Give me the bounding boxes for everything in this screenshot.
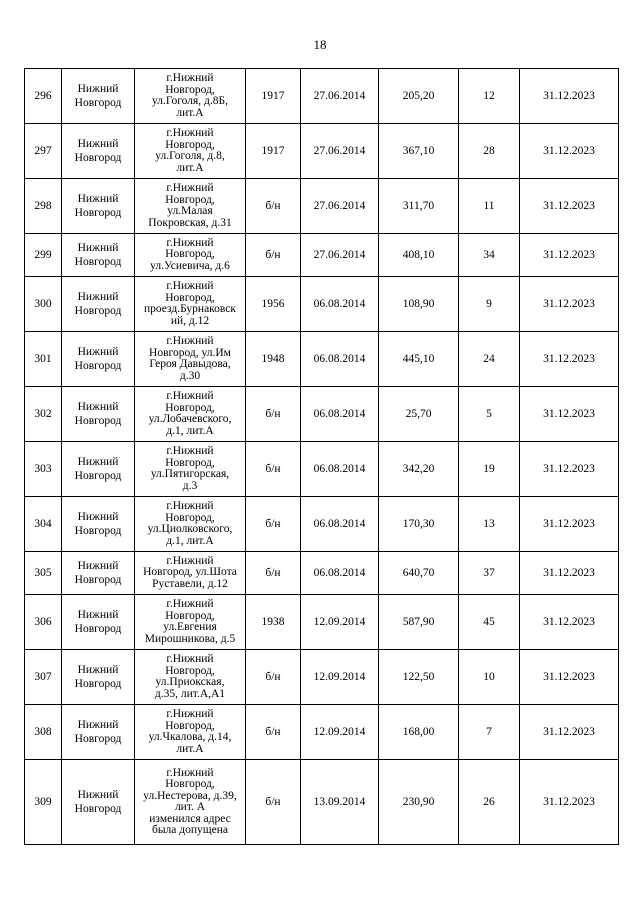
address-cell	[135, 705, 246, 760]
city-line: Нижний	[77, 242, 119, 254]
city-line: Новгород	[74, 733, 122, 745]
address-line: ул.Циолковского,	[147, 523, 233, 535]
address-cell	[135, 552, 246, 595]
count-cell: 9	[459, 277, 520, 332]
city-line: Новгород	[74, 305, 122, 317]
city-line: Новгород	[74, 207, 122, 219]
deadline-cell: 31.12.2023	[520, 332, 619, 387]
area-cell: 311,70	[379, 179, 459, 234]
row-number-cell: 300	[25, 277, 62, 332]
address-line: Новгород,	[165, 778, 215, 790]
table-row	[25, 650, 619, 705]
table-row	[25, 234, 619, 277]
address-line: ул.Евгения	[163, 621, 217, 633]
address-cell	[135, 387, 246, 442]
address-line: г.Нижний	[166, 127, 214, 139]
row-number-cell: 308	[25, 705, 62, 760]
table-row	[25, 332, 619, 387]
table-row	[25, 552, 619, 595]
address-line: ул.Лобачевского,	[148, 413, 232, 425]
city-line: Новгород	[74, 623, 122, 635]
count-cell: 11	[459, 179, 520, 234]
address-line: Новгород,	[165, 609, 215, 622]
deadline-cell: 31.12.2023	[520, 705, 619, 760]
city-cell	[62, 69, 135, 124]
area-cell: 342,20	[379, 442, 459, 497]
address-line: лит.А	[176, 161, 204, 174]
date-cell: 06.08.2014	[301, 497, 379, 552]
deadline-cell: 31.12.2023	[520, 650, 619, 705]
city-line: Нижний	[77, 193, 119, 205]
city-line: Нижний	[77, 789, 119, 801]
address-line: д.3	[182, 479, 198, 492]
address-line: изменился адрес	[149, 812, 231, 825]
count-cell: 28	[459, 124, 520, 179]
table-row	[25, 124, 619, 179]
table-row	[25, 277, 619, 332]
city-line: Нижний	[77, 346, 119, 358]
address-line: г.Нижний	[166, 500, 214, 512]
row-number-cell: 296	[25, 69, 62, 124]
deadline-cell: 31.12.2023	[520, 387, 619, 442]
city-cell	[62, 179, 135, 234]
count-cell: 26	[459, 760, 520, 845]
city-cell	[62, 332, 135, 387]
year-cell: б/н	[246, 179, 301, 234]
city-line: Новгород	[74, 678, 122, 690]
address-cell	[135, 595, 246, 650]
date-cell: 27.06.2014	[301, 69, 379, 124]
city-line: Нижний	[77, 291, 119, 303]
area-cell: 170,30	[379, 497, 459, 552]
address-line: Новгород,	[165, 401, 215, 414]
address-line: д.35, лит.А,А1	[154, 687, 226, 700]
date-cell: 27.06.2014	[301, 179, 379, 234]
table-row	[25, 760, 619, 845]
date-cell: 06.08.2014	[301, 332, 379, 387]
table-row	[25, 179, 619, 234]
address-cell	[135, 234, 246, 277]
city-line: Новгород	[74, 152, 122, 164]
count-cell: 37	[459, 552, 520, 595]
city-cell	[62, 497, 135, 552]
area-cell: 230,90	[379, 760, 459, 845]
count-cell: 5	[459, 387, 520, 442]
city-cell	[62, 234, 135, 277]
address-cell	[135, 332, 246, 387]
area-cell: 640,70	[379, 552, 459, 595]
area-cell: 108,90	[379, 277, 459, 332]
year-cell: б/н	[246, 552, 301, 595]
year-cell: 1917	[246, 69, 301, 124]
city-line: Новгород	[74, 574, 122, 586]
address-line: г.Нижний	[166, 236, 214, 249]
city-cell	[62, 442, 135, 497]
table-row	[25, 442, 619, 497]
deadline-cell: 31.12.2023	[520, 234, 619, 277]
address-line: лит.А	[176, 742, 204, 755]
address-line: ул.Малая	[167, 205, 213, 217]
address-cell	[135, 497, 246, 552]
address-line: д.1, лит.А	[166, 424, 214, 437]
deadline-cell: 31.12.2023	[520, 760, 619, 845]
address-line: Новгород, ул.Им	[149, 346, 231, 359]
page-number: 18	[313, 37, 327, 52]
deadline-cell: 31.12.2023	[520, 124, 619, 179]
count-cell: 13	[459, 497, 520, 552]
city-line: Новгород	[74, 360, 122, 372]
year-cell: 1938	[246, 595, 301, 650]
count-cell: 24	[459, 332, 520, 387]
row-number-cell: 306	[25, 595, 62, 650]
row-number-cell: 302	[25, 387, 62, 442]
table-row	[25, 387, 619, 442]
row-number-cell: 303	[25, 442, 62, 497]
city-line: Нижний	[77, 401, 119, 413]
city-line: Нижний	[77, 138, 119, 150]
city-cell	[62, 552, 135, 595]
address-line: г.Нижний	[166, 598, 214, 610]
year-cell: 1948	[246, 332, 301, 387]
year-cell: б/н	[246, 705, 301, 760]
count-cell: 19	[459, 442, 520, 497]
city-line: Нижний	[77, 83, 119, 95]
date-cell: 06.08.2014	[301, 387, 379, 442]
row-number-cell: 304	[25, 497, 62, 552]
year-cell: б/н	[246, 234, 301, 277]
row-number-cell: 298	[25, 179, 62, 234]
deadline-cell: 31.12.2023	[520, 552, 619, 595]
date-cell: 13.09.2014	[301, 760, 379, 845]
address-line: Руставели, д.12	[152, 577, 228, 590]
address-line: ул.Чкалова, д.14,	[148, 731, 232, 743]
address-line: Новгород,	[165, 83, 215, 96]
address-line: ул.Нестерова, д.39,	[143, 789, 237, 802]
address-line: Героя Давыдова,	[149, 358, 231, 370]
table-row	[25, 705, 619, 760]
deadline-cell: 31.12.2023	[520, 442, 619, 497]
address-line: г.Нижний	[166, 182, 214, 194]
address-line: д.1, лит.А	[166, 534, 214, 547]
address-cell	[135, 124, 246, 179]
date-cell: 12.09.2014	[301, 595, 379, 650]
address-line: г.Нижний	[166, 72, 214, 84]
date-cell: 27.06.2014	[301, 124, 379, 179]
deadline-cell: 31.12.2023	[520, 277, 619, 332]
city-cell	[62, 277, 135, 332]
row-number-cell: 307	[25, 650, 62, 705]
city-line: Нижний	[77, 456, 119, 468]
city-cell	[62, 124, 135, 179]
address-line: г.Нижний	[166, 766, 214, 779]
address-line: Новгород,	[165, 511, 215, 524]
count-cell: 12	[459, 69, 520, 124]
table-row	[25, 69, 619, 124]
row-number-cell: 305	[25, 552, 62, 595]
registry-table	[24, 68, 619, 845]
table-row	[25, 595, 619, 650]
address-line: г.Нижний	[166, 335, 214, 347]
city-line: Нижний	[77, 664, 119, 676]
address-line: ул.Приокская,	[155, 676, 225, 688]
address-cell	[135, 650, 246, 705]
date-cell: 06.08.2014	[301, 442, 379, 497]
year-cell: 1956	[246, 277, 301, 332]
area-cell: 25,70	[379, 387, 459, 442]
address-line: Мирошникова, д.5	[144, 632, 236, 645]
city-line: Новгород	[74, 470, 122, 482]
city-cell	[62, 595, 135, 650]
count-cell: 34	[459, 234, 520, 277]
year-cell: б/н	[246, 387, 301, 442]
area-cell: 408,10	[379, 234, 459, 277]
date-cell: 06.08.2014	[301, 277, 379, 332]
deadline-cell: 31.12.2023	[520, 595, 619, 650]
count-cell: 7	[459, 705, 520, 760]
address-line: ул.Гоголя, д.8,	[155, 150, 225, 162]
address-line: Покровская, д.31	[148, 216, 232, 229]
count-cell: 45	[459, 595, 520, 650]
address-cell	[135, 69, 246, 124]
city-line: Новгород	[74, 415, 122, 427]
address-cell	[135, 277, 246, 332]
address-line: ул.Пятигорская,	[150, 468, 230, 480]
address-line: Новгород,	[165, 456, 215, 469]
address-line: Новгород,	[165, 664, 215, 677]
area-cell: 122,50	[379, 650, 459, 705]
year-cell: б/н	[246, 442, 301, 497]
city-cell	[62, 705, 135, 760]
address-line: г.Нижний	[166, 554, 214, 567]
area-cell: 205,20	[379, 69, 459, 124]
address-line: ул.Гоголя, д.8Б,	[151, 95, 228, 107]
address-line: г.Нижний	[166, 708, 214, 720]
deadline-cell: 31.12.2023	[520, 497, 619, 552]
address-line: Новгород,	[165, 248, 215, 261]
address-line: была допущена	[151, 824, 229, 836]
date-cell: 12.09.2014	[301, 650, 379, 705]
address-line: г.Нижний	[166, 445, 214, 457]
city-line: Нижний	[77, 719, 119, 731]
deadline-cell: 31.12.2023	[520, 179, 619, 234]
deadline-cell: 31.12.2023	[520, 69, 619, 124]
address-line: Новгород,	[165, 719, 215, 732]
address-line: г.Нижний	[166, 280, 214, 292]
year-cell: б/н	[246, 497, 301, 552]
city-line: Новгород	[74, 525, 122, 537]
count-cell: 10	[459, 650, 520, 705]
city-line: Новгород	[74, 803, 122, 815]
area-cell: 367,10	[379, 124, 459, 179]
row-number-cell: 309	[25, 760, 62, 845]
row-number-cell: 299	[25, 234, 62, 277]
address-line: ий, д.12	[170, 314, 210, 327]
address-line: ул.Усиевича, д.6	[150, 259, 230, 272]
date-cell: 06.08.2014	[301, 552, 379, 595]
table-row	[25, 497, 619, 552]
city-line: Нижний	[77, 560, 119, 572]
year-cell: б/н	[246, 760, 301, 845]
date-cell: 12.09.2014	[301, 705, 379, 760]
city-line: Нижний	[77, 609, 119, 621]
row-number-cell: 297	[25, 124, 62, 179]
address-line: г.Нижний	[166, 390, 214, 402]
city-cell	[62, 650, 135, 705]
address-cell	[135, 760, 246, 845]
date-cell: 27.06.2014	[301, 234, 379, 277]
address-line: г.Нижний	[166, 653, 214, 665]
address-line: лит.А	[176, 106, 204, 119]
address-cell	[135, 179, 246, 234]
year-cell: б/н	[246, 650, 301, 705]
address-line: Новгород,	[165, 193, 215, 206]
city-cell	[62, 760, 135, 845]
address-cell	[135, 442, 246, 497]
address-line: проезд.Бурнаковск	[144, 303, 236, 315]
year-cell: 1917	[246, 124, 301, 179]
address-line: лит. А	[174, 801, 206, 813]
city-cell	[62, 387, 135, 442]
city-line: Новгород	[74, 97, 122, 109]
address-line: Новгород,	[165, 138, 215, 151]
address-line: Новгород, ул.Шота	[143, 566, 237, 579]
area-cell: 168,00	[379, 705, 459, 760]
row-number-cell: 301	[25, 332, 62, 387]
area-cell: 445,10	[379, 332, 459, 387]
address-line: д.30	[179, 369, 201, 382]
city-line: Нижний	[77, 511, 119, 523]
area-cell: 587,90	[379, 595, 459, 650]
address-line: Новгород,	[165, 291, 215, 304]
city-line: Новгород	[74, 256, 122, 268]
